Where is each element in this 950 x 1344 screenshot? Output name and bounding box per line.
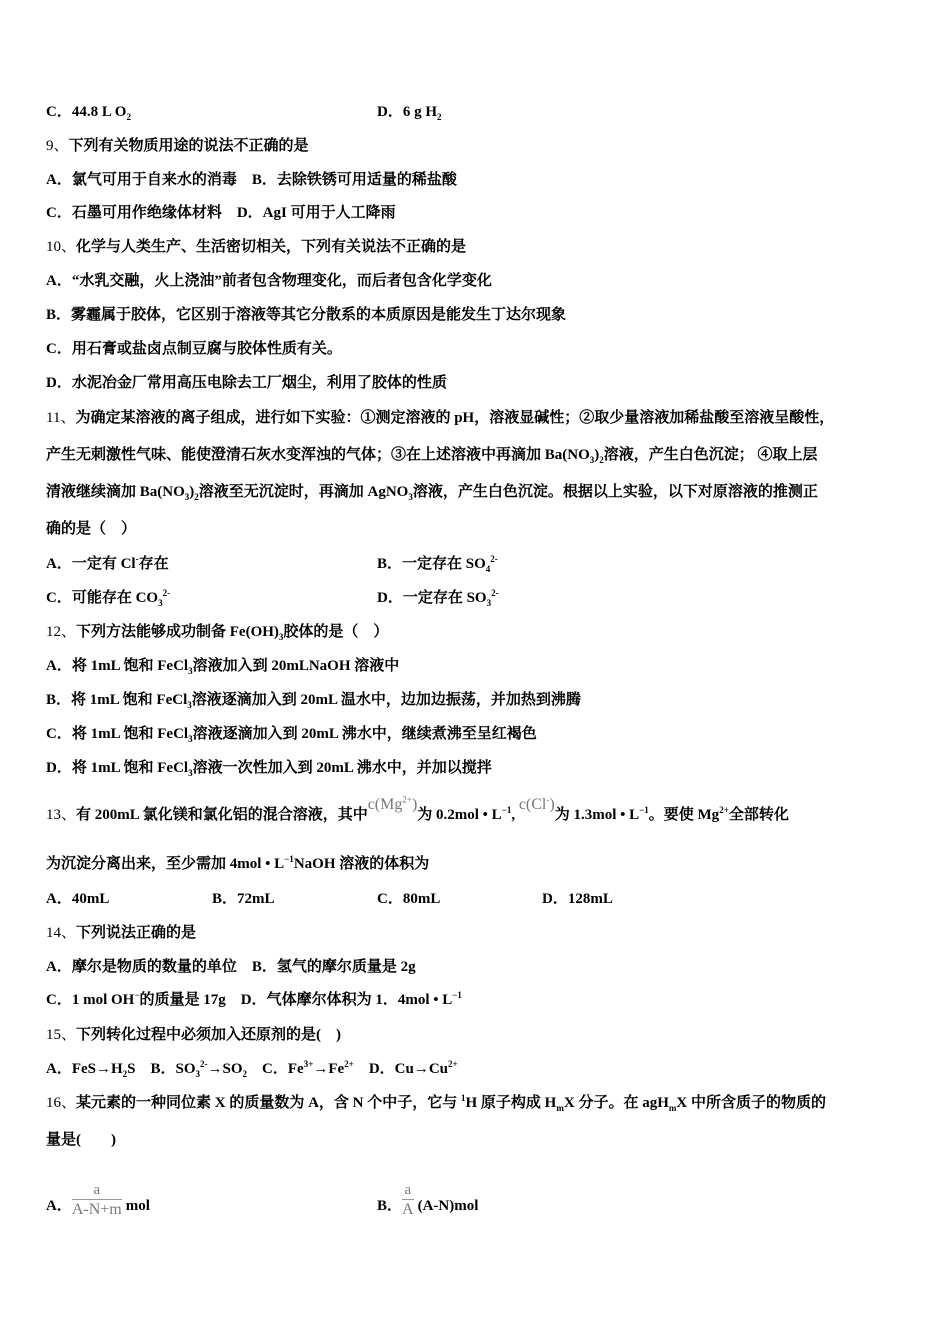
text-segment: ) bbox=[189, 484, 195, 500]
text-segment: 3 bbox=[188, 666, 193, 676]
text-segment: mol bbox=[125, 1197, 150, 1214]
text-line bbox=[46, 1129, 116, 1151]
text-line bbox=[46, 853, 429, 875]
text-line bbox=[46, 655, 399, 677]
text-segment: B．雾霾属于胶体，它区别于溶液等其它分散系的本质原因是能发生丁达尔现象 bbox=[46, 307, 567, 323]
text-segment: , bbox=[511, 807, 519, 823]
text-segment: D．一定存在 SO bbox=[377, 590, 487, 606]
text-segment: −1 bbox=[501, 805, 512, 815]
text-segment: 3 bbox=[195, 1069, 201, 1079]
text-segment: 3 bbox=[188, 768, 193, 778]
text-segment: 3 bbox=[408, 492, 413, 502]
text-segment: 存在 bbox=[138, 556, 169, 572]
text-segment: (A-N)mol bbox=[417, 1197, 479, 1214]
text-segment: 胶体的是（ ） bbox=[283, 624, 389, 640]
text-segment: B．72mL bbox=[212, 891, 275, 907]
option bbox=[46, 1182, 150, 1226]
text-segment: 4 bbox=[485, 564, 491, 574]
text-segment: 下列说法正确的是 bbox=[76, 925, 197, 941]
text-segment: C．1 mol OH bbox=[46, 992, 135, 1008]
text-segment: 溶液逐滴加入到 20mL 温水中，边加边振荡，并加热到沸腾 bbox=[191, 692, 581, 708]
text-segment: 13、 bbox=[46, 807, 77, 823]
text-line bbox=[46, 956, 416, 978]
text-segment: 量是( ) bbox=[46, 1132, 116, 1148]
text-segment: 12、 bbox=[46, 624, 77, 640]
text-segment: 确的是（ ） bbox=[46, 521, 137, 537]
text-segment: 2+ bbox=[448, 1059, 458, 1069]
text-segment: 2 bbox=[126, 112, 131, 122]
text-segment: S B．SO bbox=[127, 1061, 196, 1077]
text-segment: C．用石膏或盐卤点制豆腐与胶体性质有关。 bbox=[46, 341, 342, 357]
text-segment: 溶液，产生白色沉淀； ④取上层 bbox=[603, 447, 818, 463]
concentration-formula: $c(Mg^{2+})$ bbox=[367, 794, 418, 813]
text-segment: 溶液一次性加入到 20mL 沸水中，并加以搅拌 bbox=[192, 760, 492, 776]
text-segment: ) bbox=[594, 447, 600, 463]
text-line bbox=[46, 1024, 341, 1046]
text-segment: 2- bbox=[162, 588, 171, 598]
text-line bbox=[46, 338, 342, 360]
text-line bbox=[46, 518, 136, 540]
text-segment: m bbox=[556, 1103, 564, 1113]
text-segment: 2+ bbox=[344, 1059, 354, 1069]
option bbox=[46, 587, 170, 609]
text-line bbox=[46, 169, 457, 191]
text-line bbox=[46, 270, 492, 292]
text-segment: 2 bbox=[599, 455, 604, 465]
text-line bbox=[46, 407, 834, 429]
text-segment: 全部转化 bbox=[728, 807, 789, 823]
text-segment: 下列有关物质用途的说法不正确的是 bbox=[68, 138, 309, 154]
text-segment: 14、 bbox=[46, 925, 77, 941]
text-segment: C．44.8 L O bbox=[46, 104, 127, 120]
text-segment: D．水泥冶金厂常用高压电除去工厂烟尘，利用了胶体的性质 bbox=[46, 375, 447, 391]
text-segment: 溶液加入到 20mLNaOH 溶液中 bbox=[192, 658, 400, 674]
text-segment: 有 200mL 氯化镁和氯化铝的混合溶液，其中 bbox=[76, 807, 368, 823]
text-line bbox=[46, 1058, 458, 1080]
option bbox=[212, 888, 275, 910]
text-segment: 11、 bbox=[46, 410, 76, 426]
text-segment: 2- bbox=[490, 554, 498, 564]
text-segment: →Fe bbox=[313, 1061, 345, 1077]
text-segment: 9、 bbox=[46, 138, 69, 154]
option bbox=[46, 553, 169, 575]
text-segment: − bbox=[134, 990, 140, 1000]
option bbox=[377, 1182, 479, 1226]
text-line bbox=[46, 202, 396, 224]
text-segment: D．128mL bbox=[542, 891, 613, 907]
text-line bbox=[46, 481, 818, 503]
text-segment: 溶液，产生白色沉淀。根据以上实验，以下对原溶液的推测正 bbox=[412, 484, 818, 500]
text-segment: 2- bbox=[200, 1059, 208, 1069]
text-segment: −1 bbox=[284, 854, 294, 864]
text-segment: 2 bbox=[122, 1069, 128, 1079]
text-line bbox=[46, 135, 309, 157]
fraction: $\frac{a}{A-N+m}$ bbox=[71, 1182, 122, 1218]
text-segment: C．可能存在 CO bbox=[46, 590, 159, 606]
text-segment: 1 bbox=[461, 1093, 466, 1103]
option bbox=[377, 101, 442, 123]
text-segment: −1 bbox=[452, 990, 462, 1000]
text-line bbox=[46, 723, 537, 745]
text-segment: 2 bbox=[242, 1069, 248, 1079]
text-segment: C．80mL bbox=[377, 891, 441, 907]
text-segment: A．“水乳交融，火上浇油”前者包含物理变化，而后者包含化学变化 bbox=[46, 273, 492, 289]
text-segment: m bbox=[668, 1103, 677, 1113]
text-segment: 2 bbox=[194, 492, 199, 502]
text-segment: →SO bbox=[207, 1061, 243, 1077]
option bbox=[46, 101, 131, 123]
text-segment: 为确定某溶液的离子组成，进行如下实验：①测定溶液的 pH，溶液显碱性；②取少量溶液加稀盐酸至溶液呈酸性， bbox=[75, 410, 835, 426]
text-segment: A．摩尔是物质的数量的单位 B．氢气的摩尔质量是 2g bbox=[46, 959, 416, 975]
text-segment: A．FeS→H bbox=[46, 1061, 123, 1077]
option bbox=[46, 888, 109, 910]
text-line bbox=[46, 236, 466, 258]
text-segment: 10、 bbox=[46, 239, 77, 255]
text-segment: 2+ bbox=[719, 805, 729, 815]
text-segment: A．将 1mL 饱和 FeCl bbox=[46, 658, 189, 674]
fraction: $\frac{a}{A}$ bbox=[402, 1182, 414, 1218]
text-line bbox=[46, 444, 818, 466]
text-segment: 。要使 Mg bbox=[648, 807, 720, 823]
text-segment: 2 bbox=[437, 112, 442, 122]
text-line bbox=[46, 621, 388, 643]
text-line bbox=[46, 757, 492, 779]
text-segment: C．将 1mL 饱和 FeCl bbox=[46, 726, 189, 742]
text-segment: 溶液至无沉淀时，再滴加 AgNO bbox=[198, 484, 409, 500]
text-segment: X 分子。在 agH bbox=[563, 1095, 669, 1111]
text-segment: B．一定存在 SO bbox=[377, 556, 486, 572]
text-line bbox=[46, 989, 462, 1011]
text-segment: D．Cu→Cu bbox=[353, 1061, 448, 1077]
text-line bbox=[46, 372, 447, 394]
text-segment: −1 bbox=[639, 805, 649, 815]
text-segment: 为沉淀分离出来，至少需加 4mol • L bbox=[46, 856, 285, 872]
text-segment: A．一定有 Cl bbox=[46, 556, 136, 572]
text-segment: 3 bbox=[188, 734, 193, 744]
text-segment: 的质量是 17g D．气体摩尔体积为 1．4mol • L bbox=[139, 992, 453, 1008]
text-segment: 3 bbox=[486, 598, 492, 608]
text-segment: B． bbox=[377, 1197, 403, 1214]
text-segment: C．Fe bbox=[247, 1061, 304, 1077]
text-segment: D．6 g H bbox=[377, 104, 438, 120]
text-segment: 3 bbox=[184, 492, 190, 502]
text-segment: 3 bbox=[589, 455, 595, 465]
text-segment: C．石墨可用作绝缘体材料 D．AgI 可用于人工降雨 bbox=[46, 205, 396, 221]
text-segment: H 原子构成 H bbox=[465, 1095, 557, 1111]
text-segment: 3 bbox=[278, 632, 284, 642]
option bbox=[377, 553, 498, 575]
option bbox=[377, 888, 440, 910]
text-segment: 溶液逐滴加入到 20mL 沸水中，继续煮沸至呈红褐色 bbox=[192, 726, 537, 742]
concentration-formula: c(Cl-) bbox=[518, 794, 555, 813]
text-segment: 产生无刺激性气味、能使澄清石灰水变浑浊的气体；③在上述溶液中再滴加 Ba(NO bbox=[46, 447, 590, 463]
option bbox=[377, 587, 499, 609]
text-line bbox=[46, 304, 566, 326]
text-segment: NaOH 溶液的体积为 bbox=[293, 856, 430, 872]
text-segment: 3 bbox=[158, 598, 163, 608]
text-segment: 化学与人类生产、生活密切相关，下列有关说法不正确的是 bbox=[76, 239, 467, 255]
text-segment: 下列转化过程中必须加入还原剂的是( ) bbox=[76, 1027, 342, 1043]
text-segment: 16、 bbox=[46, 1095, 77, 1111]
text-segment: B．将 1mL 饱和 FeCl bbox=[46, 692, 188, 708]
text-segment: A．40mL bbox=[46, 891, 110, 907]
text-line bbox=[46, 922, 196, 944]
text-segment: 清液继续滴加 Ba(NO bbox=[46, 484, 185, 500]
text-segment: A． bbox=[46, 1197, 72, 1214]
text-line bbox=[46, 794, 789, 826]
text-segment: 3+ bbox=[303, 1059, 314, 1069]
text-segment: X 中所含质子的物质的 bbox=[676, 1095, 826, 1111]
text-segment: 3 bbox=[187, 700, 192, 710]
option bbox=[542, 888, 613, 910]
text-segment: D．将 1mL 饱和 FeCl bbox=[46, 760, 189, 776]
text-segment: 下列方法能够成功制备 Fe(OH) bbox=[76, 624, 279, 640]
text-line bbox=[46, 1092, 826, 1114]
text-segment: 某元素的一种同位素 X 的质量数为 A，含 N 个中子，它与 bbox=[76, 1095, 462, 1111]
text-segment: 为 1.3mol • L bbox=[554, 807, 640, 823]
text-segment: 为 0.2mol • L bbox=[417, 807, 502, 823]
text-segment: 2- bbox=[491, 588, 499, 598]
text-segment: A．氯气可用于自来水的消毒 B．去除铁锈可用适量的稀盐酸 bbox=[46, 172, 457, 188]
text-line bbox=[46, 689, 581, 711]
text-segment: 15、 bbox=[46, 1027, 77, 1043]
text-segment: - bbox=[135, 554, 139, 564]
